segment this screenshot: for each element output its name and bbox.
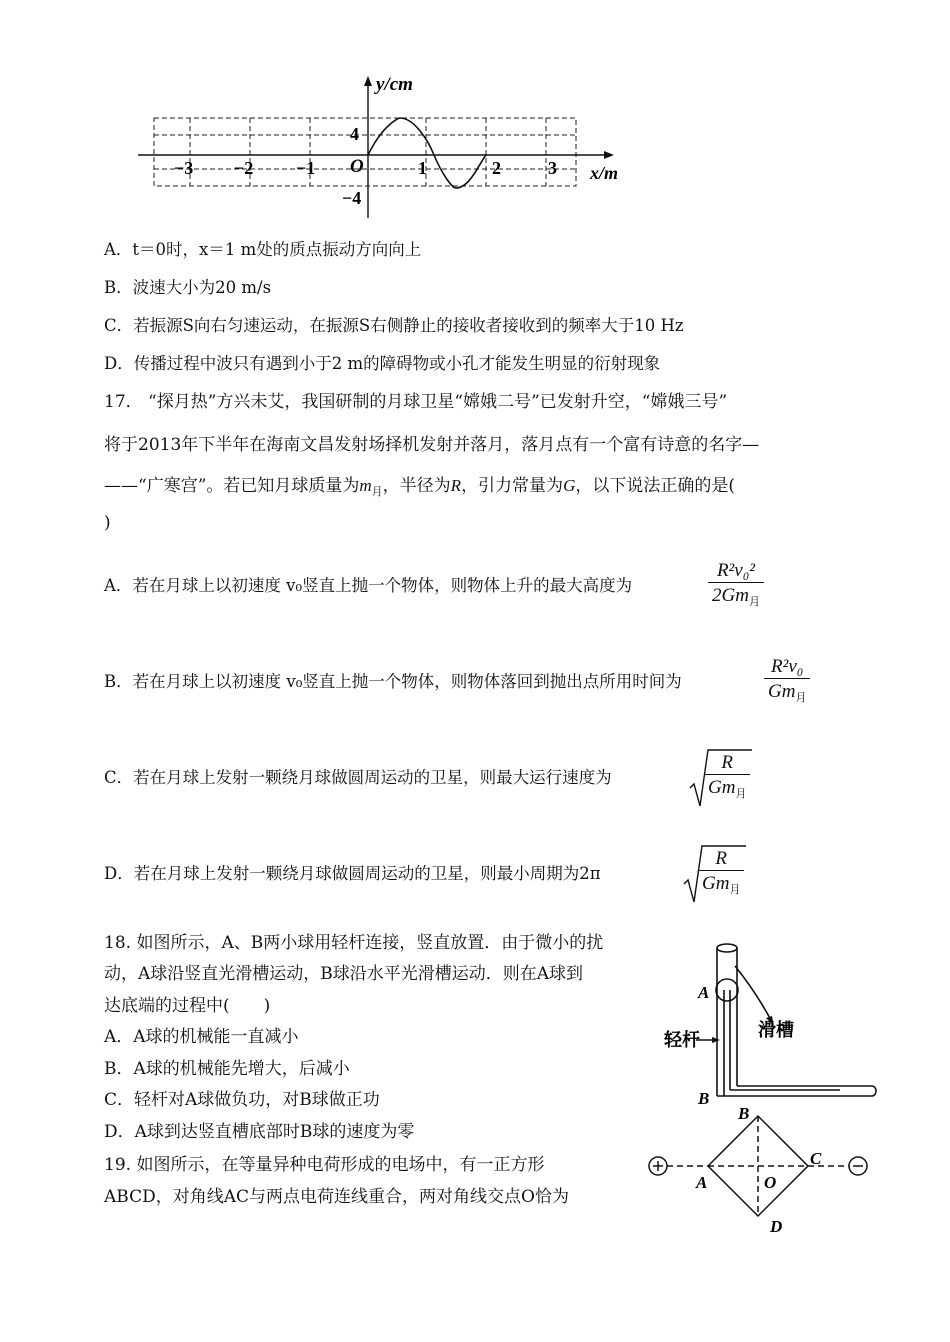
q18-option-c: C．轻杆对A球做负功，对B球做正功 (104, 1090, 380, 1110)
fig-label-b: B (698, 1089, 710, 1104)
square-charge-figure (640, 1102, 880, 1238)
x-tick-label: 2 (492, 158, 501, 178)
origin-label: O (350, 156, 364, 177)
x-tick-label: −1 (296, 158, 316, 178)
q18-stem-line3: 达底端的过程中( ) (104, 996, 271, 1016)
q17-stem-line1: 17． “探月热”方兴未艾，我国研制的月球卫星“嫦娥二号”已发射升空，“嫦娥三号” (104, 392, 728, 412)
q17-option-c-formula: R $Gm_月$ (704, 752, 750, 801)
fig-label-d: D (770, 1217, 783, 1236)
y-pos-label: 4 (350, 124, 359, 144)
q17-option-b-formula: R²v₀ $Gm_月$ (764, 656, 810, 705)
fig-label-a: A (698, 983, 710, 1002)
q18-option-b: B．A球的机械能先增大，后减小 (104, 1059, 350, 1079)
q17-option-a-formula: R²v₀² $2Gm_月$ (708, 560, 764, 609)
x-tick-label: 3 (548, 158, 557, 178)
q17-stem-line2: 将于2013年下半年在海南文昌发射场择机发射并落月，落月点有一个富有诗意的名字— (104, 435, 760, 455)
fig-label-b: B (738, 1104, 750, 1123)
q18-stem-line2: 动，A球沿竖直光滑槽运动，B球沿水平光滑槽运动．则在A球到 (104, 964, 584, 984)
y-axis-label: y/cm (376, 74, 413, 95)
q16-option-d: D．传播过程中波只有遇到小于2 m的障碍物或小孔才能发生明显的衍射现象 (104, 354, 661, 373)
fig-label-o: O (764, 1173, 777, 1192)
q19-stem-line1: 19. 如图所示，在等量异种电荷形成的电场中，有一正方形 (104, 1155, 545, 1175)
x-axis-label: x/m (590, 163, 619, 183)
q17-stem-line4: ) (104, 513, 111, 533)
x-tick-label: 1 (418, 158, 427, 178)
q18-stem-line1: 18. 如图所示，A、B两小球用轻杆连接，竖直放置．由于微小的扰 (104, 933, 604, 953)
q17-option-c: C．若在月球上发射一颗绕月球做圆周运动的卫星，则最大运行速度为 (104, 768, 612, 787)
fig-label-c: C (810, 1149, 822, 1168)
wave-graph (130, 70, 640, 220)
q16-option-c: C．若振源S向右匀速运动，在振源S右侧静止的接收者接收到的频率大于10 Hz (104, 316, 684, 335)
q17-option-b: B．若在月球上以初速度 v₀竖直上抛一个物体，则物体落回到抛出点所用时间为 (104, 672, 682, 691)
fig-label-a: A (696, 1173, 708, 1192)
q16-option-b: B．波速大小为20 m/s (104, 278, 272, 297)
q17-option-a: A．若在月球上以初速度 v₀竖直上抛一个物体，则物体上升的最大高度为 (104, 576, 633, 595)
q17-option-d-formula: R $Gm_月$ (698, 848, 744, 897)
fig-label-rod: 轻杆 (664, 1030, 700, 1051)
rod-slot-figure (660, 938, 890, 1104)
q18-option-d: D．A球到达竖直槽底部时B球的速度为零 (104, 1122, 415, 1142)
y-neg-label: −4 (342, 188, 362, 208)
q19-stem-line2: ABCD，对角线AC与两点电荷连线重合，两对角线交点O恰为 (104, 1187, 569, 1207)
x-tick-label: −2 (234, 158, 254, 178)
wave-curve (368, 118, 486, 188)
q17-stem-line3: ——“广寒宫”。若已知月球质量为$m_月$，半径为R，引力常量为G，以下说法正确的是( (104, 476, 735, 498)
fig-label-slot: 滑槽 (758, 1020, 794, 1041)
q16-option-a: A．t＝0时，x＝1 m处的质点振动方向向上 (104, 240, 422, 259)
q18-option-a: A．A球的机械能一直减小 (104, 1027, 299, 1047)
x-tick-label: −3 (174, 158, 194, 178)
q17-option-d: D．若在月球上发射一颗绕月球做圆周运动的卫星，则最小周期为2π (104, 864, 601, 883)
